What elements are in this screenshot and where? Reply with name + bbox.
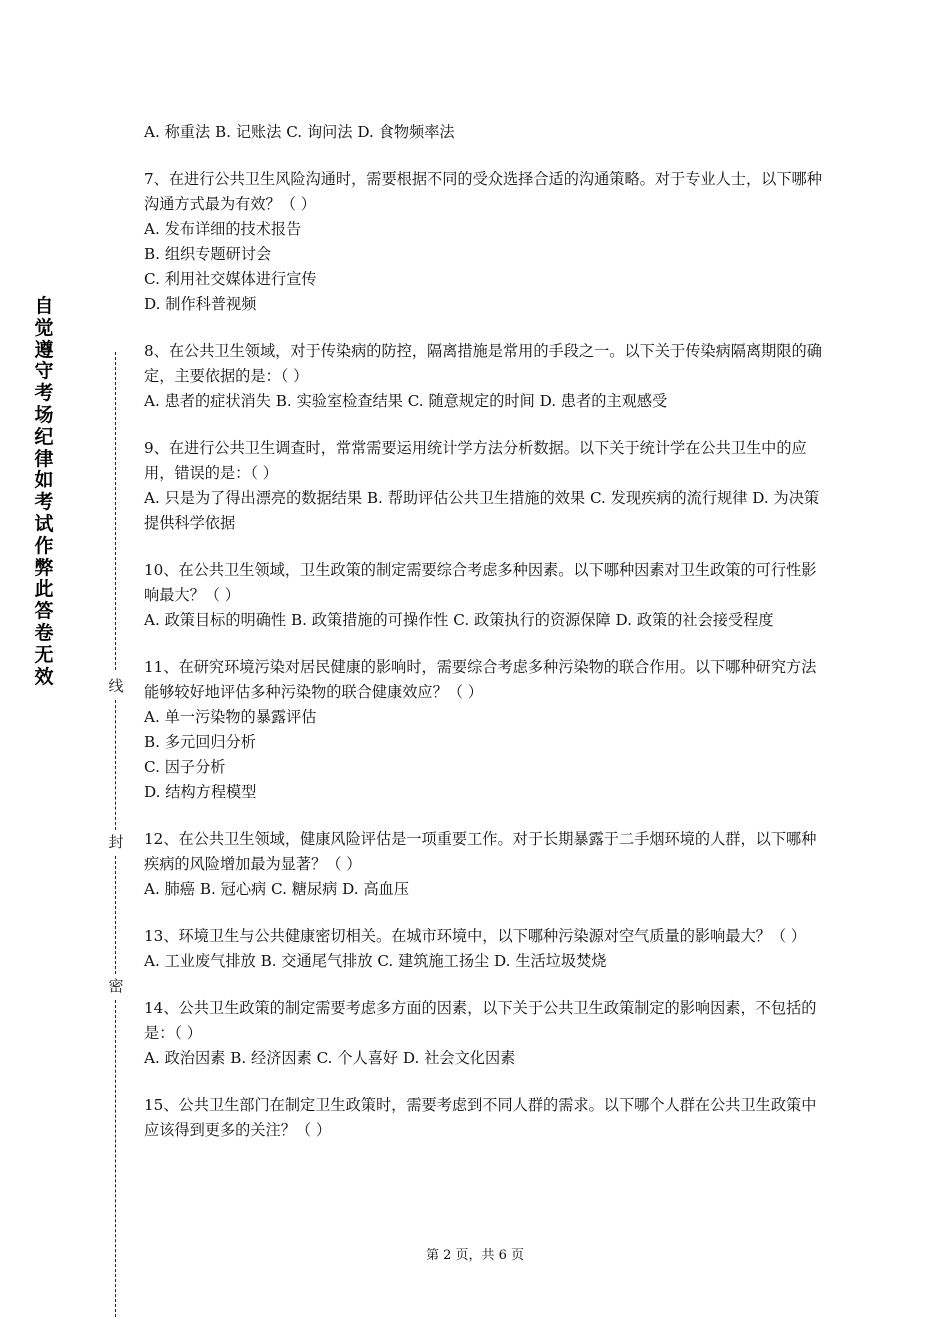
question-stem: 13、环境卫生与公共健康密切相关。在城市环境中，以下哪种污染源对空气质量的影响最大？（ ） (144, 927, 807, 945)
side-notice-char: 卷 (34, 621, 54, 644)
side-notice-char: 守 (34, 360, 54, 383)
side-notice-char: 效 (34, 665, 54, 688)
side-notice-vertical (28, 296, 60, 688)
question-block (144, 924, 824, 974)
question-block (144, 558, 824, 633)
answer-options: D. 制作科普视频 (144, 295, 257, 313)
answer-options: A. 政治因素 B. 经济因素 C. 个人喜好 D. 社会文化因素 (144, 1049, 516, 1067)
binding-label-secret: 密 (108, 977, 124, 995)
side-notice-char: 觉 (34, 316, 54, 339)
question-block (144, 120, 824, 145)
binding-label-seal: 封 (108, 833, 124, 851)
question-block (144, 339, 824, 414)
answer-options: A. 单一污染物的暴露评估 (144, 708, 317, 726)
question-stem: 12、在公共卫生领域，健康风险评估是一项重要工作。对于长期暴露于二手烟环境的人群，以下哪种疾病的风险增加最为显著？（ ） (144, 830, 817, 873)
page-footer: 第 2 页，共 6 页 (425, 1248, 525, 1263)
side-notice-char: 如 (34, 469, 54, 492)
question-list (144, 120, 824, 1143)
side-notice-char: 答 (34, 600, 54, 623)
question-block (144, 827, 824, 902)
question-stem: 9、在进行公共卫生调查时，常常需要运用统计学方法分析数据。以下关于统计学在公共卫生中的应用，错误的是：（ ） (144, 439, 807, 482)
answer-options: A. 发布详细的技术报告 (144, 220, 302, 238)
side-notice-char: 自 (34, 295, 54, 317)
answer-options: A. 称重法 B. 记账法 C. 询问法 D. 食物频率法 (144, 123, 455, 141)
answer-options: B. 多元回归分析 (144, 733, 256, 751)
side-notice-char: 此 (34, 578, 54, 601)
side-notice-char: 无 (34, 643, 54, 666)
side-notice-char: 考 (34, 382, 54, 405)
side-notice-char: 纪 (34, 425, 54, 448)
answer-options: C. 因子分析 (144, 758, 226, 776)
answer-options: A. 患者的症状消失 B. 实验室检查结果 C. 随意规定的时间 D. 患者的主观感受 (144, 392, 668, 410)
side-notice-char: 考 (34, 491, 54, 514)
binding-label-line: 线 (108, 677, 124, 695)
question-block (144, 1093, 824, 1143)
side-notice-char: 场 (34, 403, 54, 426)
answer-options: A. 政策目标的明确性 B. 政策措施的可操作性 C. 政策执行的资源保障 D. 政策的社会接受程度 (144, 611, 774, 629)
question-stem: 7、在进行公共卫生风险沟通时，需要根据不同的受众选择合适的沟通策略。对于专业人士，以下哪种沟通方式最为有效？（ ） (144, 170, 822, 213)
answer-options: A. 肺癌 B. 冠心病 C. 糖尿病 D. 高血压 (144, 880, 410, 898)
binding-line (106, 352, 126, 1317)
side-notice-char: 遵 (34, 338, 54, 361)
answer-options: A. 工业废气排放 B. 交通尾气排放 C. 建筑施工扬尘 D. 生活垃圾焚烧 (144, 952, 607, 970)
question-block (144, 996, 824, 1071)
answer-options: B. 组织专题研讨会 (144, 245, 272, 263)
question-stem: 10、在公共卫生领域，卫生政策的制定需要综合考虑多种因素。以下哪种因素对卫生政策的可行性影响最大？（ ） (144, 561, 817, 604)
side-notice-char: 弊 (34, 556, 54, 579)
side-notice-char: 作 (34, 534, 54, 557)
answer-options: D. 结构方程模型 (144, 783, 257, 801)
question-stem: 11、在研究环境污染对居民健康的影响时，需要综合考虑多种污染物的联合作用。以下哪种研究方法能够较好地评估多种污染物的联合健康效应？（ ） (144, 658, 817, 701)
question-block (144, 167, 824, 317)
question-block (144, 436, 824, 536)
question-block (144, 655, 824, 805)
side-notice-char: 试 (34, 512, 54, 535)
answer-options: A. 只是为了得出漂亮的数据结果 B. 帮助评估公共卫生措施的效果 C. 发现疾病的流行规律 D. 为决策提供科学依据 (144, 489, 820, 532)
question-stem: 15、公共卫生部门在制定卫生政策时，需要考虑到不同人群的需求。以下哪个人群在公共卫生政策中应该得到更多的关注？（ ） (144, 1096, 817, 1139)
answer-options: C. 利用社交媒体进行宣传 (144, 270, 317, 288)
side-notice-char: 律 (34, 447, 54, 470)
question-stem: 8、在公共卫生领域，对于传染病的防控，隔离措施是常用的手段之一。以下关于传染病隔离期限的确定，主要依据的是：（ ） (144, 342, 822, 385)
question-stem: 14、公共卫生政策的制定需要考虑多方面的因素，以下关于公共卫生政策制定的影响因素，不包括的是：（ ） (144, 999, 817, 1042)
